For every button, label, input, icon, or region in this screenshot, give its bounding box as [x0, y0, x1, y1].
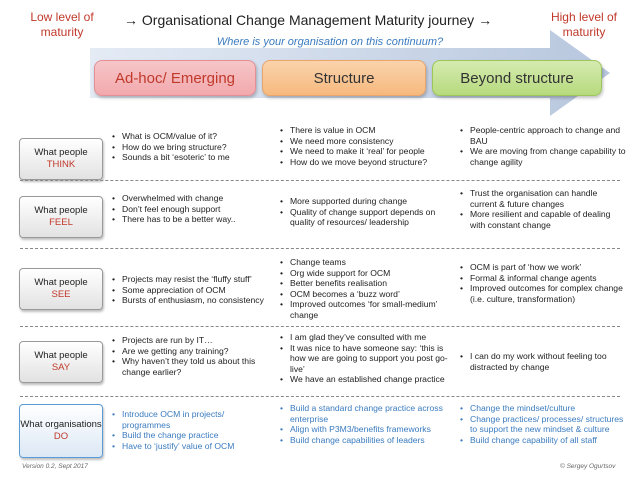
list-item: • Formal & informal change agents — [458, 273, 626, 284]
cell-do-beyond — [458, 403, 626, 445]
row-label-line2: DO — [53, 431, 69, 442]
list-item: • People-centric approach to change and BAU — [458, 125, 626, 146]
list-item: • Better benefits realisation — [278, 278, 458, 289]
list-item: • Introduce OCM in projects/ programmes — [110, 409, 270, 430]
cell-think-beyond — [458, 125, 626, 167]
list-item: • How do we bring structure? — [110, 142, 270, 153]
continuum-question: Where is your organisation on this continuum? — [216, 36, 444, 48]
list-item: • Projects are run by IT… — [110, 335, 270, 346]
row-label-line2: SAY — [51, 362, 71, 373]
list-item: • Don’t feel enough support — [110, 204, 270, 215]
cell-see-structure — [278, 257, 458, 321]
list-item: • We are moving from change capability to change agility — [458, 146, 626, 167]
list-item: • Sounds a bit ‘esoteric’ to me — [110, 152, 270, 163]
list-item: • Org wide support for OCM — [278, 268, 458, 279]
version-note: Version 0.2, Sept 2017 — [22, 463, 88, 470]
row-divider — [20, 248, 620, 249]
row-label-line1: What people — [34, 205, 88, 216]
row-label-think — [19, 138, 103, 180]
list-item: • Improved outcomes for complex change (i.e. culture, transformation) — [458, 283, 626, 304]
cell-say-adhoc — [110, 335, 270, 377]
cell-think-adhoc — [110, 131, 270, 163]
row-divider — [20, 326, 620, 327]
cell-feel-adhoc — [110, 193, 270, 225]
stage-beyond-structure: Beyond structure — [432, 60, 602, 96]
list-item: • Align with P3M3/benefits frameworks — [278, 424, 458, 435]
row-label-line1: What people — [34, 147, 88, 158]
list-item: • We need more consistency — [278, 136, 458, 147]
list-item: • Build change capabilities of leaders — [278, 435, 458, 446]
row-label-do — [19, 404, 103, 458]
list-item: • Overwhelmed with change — [110, 193, 270, 204]
list-item: • How do we move beyond structure? — [278, 157, 458, 168]
cell-feel-structure — [278, 196, 458, 228]
list-item: • Improved outcomes ‘for small-medium’ change — [278, 299, 458, 320]
copyright-note: © Sergey Ogurtsov — [560, 463, 616, 470]
list-item: • What is OCM/value of it? — [110, 131, 270, 142]
list-item: • Quality of change support depends on quality of resources/ leadership — [278, 207, 458, 228]
right-arrow-icon: → — [124, 12, 138, 28]
row-label-feel — [19, 196, 103, 238]
list-item: • Have to ‘justify’ value of OCM — [110, 441, 270, 452]
list-item: • More resilient and capable of dealing with constant change — [458, 209, 626, 230]
list-item: • There has to be a better way.. — [110, 214, 270, 225]
row-label-line1: What people — [34, 277, 88, 288]
row-label-line2: SEE — [51, 289, 71, 300]
row-divider — [20, 396, 620, 397]
list-item: • There is value in OCM — [278, 125, 458, 136]
list-item: • More supported during change — [278, 196, 458, 207]
stage-structure: Structure — [262, 60, 426, 96]
list-item: • Change practices/ processes/ structures to support the new mindset & culture — [458, 414, 626, 435]
list-item: • Why haven’t they told us about this change earlier? — [110, 356, 270, 377]
journey-title-text: Organisational Change Management Maturity journey — [141, 12, 475, 28]
cell-say-beyond — [458, 351, 626, 372]
high-maturity-label: High level of maturity — [550, 10, 618, 39]
list-item: • We need to make it ‘real’ for people — [278, 146, 458, 157]
list-item: • OCM becomes a ‘buzz word’ — [278, 289, 458, 300]
right-arrow-icon: → — [478, 12, 493, 28]
row-label-line2: FEEL — [49, 217, 73, 228]
list-item: • Build a standard change practice across enterprise — [278, 403, 458, 424]
list-item: • Build the change practice — [110, 430, 270, 441]
cell-feel-beyond — [458, 188, 626, 230]
cell-see-adhoc — [110, 274, 270, 306]
cell-say-structure — [278, 332, 458, 385]
row-label-line1: What people — [34, 350, 88, 361]
journey-title — [124, 12, 544, 28]
row-label-line1: What organisations — [20, 419, 102, 430]
list-item: • Trust the organisation can handle current & future changes — [458, 188, 626, 209]
list-item: • We have an established change practice — [278, 374, 458, 385]
row-divider — [20, 180, 620, 181]
row-label-see — [19, 268, 103, 310]
cell-do-structure — [278, 403, 458, 445]
cell-do-adhoc — [110, 409, 270, 451]
row-label-line2: THINK — [46, 159, 76, 170]
list-item: • It was nice to have someone say: ‘this is how we are going to support you post go-live’ — [278, 343, 458, 375]
list-item: • Are we getting any training? — [110, 346, 270, 357]
list-item: • I am glad they’ve consulted with me — [278, 332, 458, 343]
cell-see-beyond — [458, 262, 626, 304]
list-item: • I can do my work without feeling too distracted by change — [458, 351, 626, 372]
list-item: • Some appreciation of OCM — [110, 285, 270, 296]
row-label-say — [19, 341, 103, 383]
list-item: • Change teams — [278, 257, 458, 268]
list-item: • OCM is part of ‘how we work’ — [458, 262, 626, 273]
low-maturity-label: Low level of maturity — [30, 10, 94, 39]
list-item: • Bursts of enthusiasm, no consistency — [110, 295, 270, 306]
list-item: • Projects may resist the ‘fluffy stuff’ — [110, 274, 270, 285]
list-item: • Build change capability of all staff — [458, 435, 626, 446]
list-item: • Change the mindset/culture — [458, 403, 626, 414]
stage-adhoc-emerging: Ad-hoc/ Emerging — [94, 60, 256, 96]
cell-think-structure — [278, 125, 458, 167]
